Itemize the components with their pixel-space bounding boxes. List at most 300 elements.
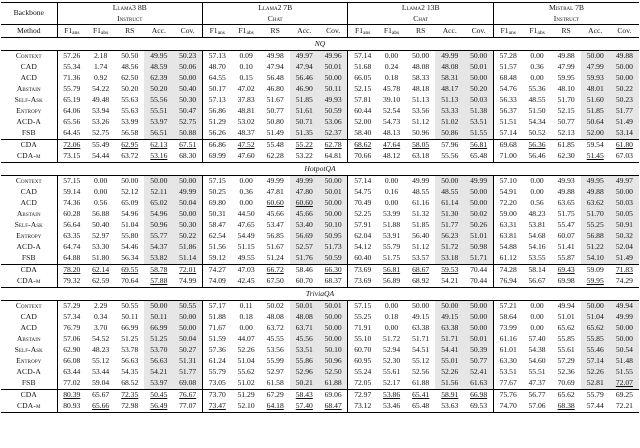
table-cell: 49.96 xyxy=(319,51,348,63)
table-cell: 51.31 xyxy=(173,356,202,367)
table-cell: 54.22 xyxy=(92,84,110,94)
table-cell: 50.64 xyxy=(581,117,610,128)
table-cell: 57.14 xyxy=(348,51,377,63)
table-cell: 55.34 xyxy=(57,62,86,73)
table-cell: 57.13 xyxy=(202,95,231,106)
table-cell: 53.40 xyxy=(290,220,319,231)
table-cell: 52.26 xyxy=(581,367,610,378)
table-cell: 52.12 xyxy=(121,187,139,197)
table-row xyxy=(1,95,639,106)
table-cell: 57.36 xyxy=(202,345,231,356)
table-cell: 48.01 xyxy=(581,84,610,95)
table-cell: 61.88 xyxy=(412,378,430,388)
metric-header: $F1_{ans}$ xyxy=(493,25,522,38)
table-cell: 51.75 xyxy=(557,209,575,219)
table-cell: 69.99 xyxy=(202,151,231,163)
table-cell: 62.30 xyxy=(557,151,575,161)
table-cell: 57.26 xyxy=(57,51,86,63)
table-cell: 0.18 xyxy=(384,73,399,83)
table-cell: 57.44 xyxy=(581,401,610,413)
table-cell: 55.80 xyxy=(121,231,139,241)
table-cell: 51.51 xyxy=(493,117,522,128)
table-cell: 0.00 xyxy=(93,187,108,197)
table-cell: 49.88 xyxy=(610,51,639,63)
table-row xyxy=(1,84,639,95)
table-cell: 49.94 xyxy=(557,301,575,311)
table-cell: 50.11 xyxy=(319,84,348,95)
table-cell: 51.50 xyxy=(528,106,546,116)
table-cell: 49.98 xyxy=(266,51,284,61)
method-name: ACD xyxy=(20,73,37,83)
table-cell: 50.00 xyxy=(581,301,610,313)
table-cell: 80.93 xyxy=(57,401,86,413)
table-cell: 51.70 xyxy=(581,209,610,220)
table-cell: 50.80 xyxy=(266,117,284,127)
table-cell: 50.59 xyxy=(319,253,348,265)
table-cell: 52.15 xyxy=(348,84,377,95)
table-cell: 42.45 xyxy=(237,276,255,286)
table-cell: 71.36 xyxy=(57,73,86,84)
table-row xyxy=(1,117,639,128)
table-cell: 59.53 xyxy=(435,265,464,277)
table-cell: 49.97 xyxy=(610,176,639,188)
table-cell: 63.18 xyxy=(412,151,430,161)
table-cell: 64.18 xyxy=(261,401,290,413)
table-cell: 49.88 xyxy=(557,187,575,197)
table-cell: 60.07 xyxy=(557,231,575,241)
table-cell: 55.25 xyxy=(581,220,610,231)
table-cell: 50.00 xyxy=(144,301,173,313)
table-cell: 52.56 xyxy=(412,367,430,377)
table-cell: 50.00 xyxy=(610,187,639,198)
table-cell: 51.57 xyxy=(493,62,522,73)
method-name: CDA xyxy=(1,390,57,402)
table-cell: 51.01 xyxy=(557,312,575,322)
table-cell: 59.54 xyxy=(581,140,610,152)
table-row xyxy=(1,106,639,117)
table-cell: 53.47 xyxy=(266,220,284,230)
method-name: Entropy xyxy=(16,106,42,116)
table-cell: 68.38 xyxy=(552,401,581,413)
method-name: FSB xyxy=(21,378,36,388)
table-cell: 0.00 xyxy=(384,198,399,208)
table-cell: 50.30 xyxy=(173,220,202,231)
table-row xyxy=(1,62,639,73)
table-cell: 59.95 xyxy=(557,73,575,83)
table-cell: 53.22 xyxy=(295,151,313,161)
table-cell: 54.51 xyxy=(412,345,430,355)
table-cell: 73.69 xyxy=(348,265,377,277)
table-cell: 50.00 xyxy=(319,323,348,334)
table-cell: 55.22 xyxy=(290,140,319,152)
table-cell: 0.92 xyxy=(93,73,108,83)
table-cell: 0.10 xyxy=(239,62,253,72)
table-cell: 68.47 xyxy=(319,401,348,413)
table-cell: 55.48 xyxy=(261,140,290,152)
table-cell: 53.91 xyxy=(383,231,401,241)
table-cell: 52.26 xyxy=(435,367,464,378)
table-cell: 55.79 xyxy=(202,367,231,378)
table-cell: 72.06 xyxy=(57,140,86,152)
table-cell: 56.67 xyxy=(528,276,546,286)
table-cell: 50.20 xyxy=(464,84,493,95)
table-cell: 74.99 xyxy=(179,276,197,286)
table-row xyxy=(1,242,639,253)
table-cell: 51.35 xyxy=(290,128,319,140)
metric-header-row xyxy=(1,25,639,38)
table-cell: 50.00 xyxy=(435,176,464,188)
table-cell: 66.99 xyxy=(121,323,139,333)
section-title: TriviaQA xyxy=(1,288,639,301)
table-cell: 58.46 xyxy=(290,265,319,277)
model-header-mistral-7b: Mistral 7B Instruct xyxy=(493,3,639,25)
table-cell: 55.25 xyxy=(348,312,377,323)
table-cell: 65.48 xyxy=(406,401,435,413)
table-cell: 50.03 xyxy=(610,198,639,209)
table-cell: 66.86 xyxy=(202,140,231,152)
table-cell: 62.78 xyxy=(319,140,348,152)
section-header-row xyxy=(1,163,639,176)
table-cell: 65.48 xyxy=(470,151,488,161)
method-name: CAD xyxy=(20,187,37,197)
table-cell: 63.44 xyxy=(57,367,86,378)
table-cell: 74.28 xyxy=(493,265,522,277)
table-cell: 55.85 xyxy=(581,334,610,345)
table-cell: 50.04 xyxy=(173,198,202,209)
table-cell: 52.30 xyxy=(383,356,401,366)
table-cell: 48.12 xyxy=(383,151,401,161)
table-cell: 50.00 xyxy=(464,73,493,84)
table-cell: 62.14 xyxy=(86,265,115,277)
table-cell: 50.22 xyxy=(610,84,639,95)
table-cell: 57.28 xyxy=(493,51,522,63)
method-name: CAD xyxy=(20,312,37,322)
method-name: CDA-m xyxy=(1,401,57,413)
table-cell: 47.02 xyxy=(237,84,255,94)
table-cell: 48.17 xyxy=(435,84,464,95)
table-cell: 50.00 xyxy=(464,301,493,313)
table-cell: 50.86 xyxy=(435,128,464,140)
metric-header: Acc. xyxy=(435,25,464,38)
table-cell: 51.85 xyxy=(290,95,319,106)
table-cell: 72.01 xyxy=(173,265,202,277)
table-cell: 55.61 xyxy=(557,345,575,355)
table-cell: 54.21 xyxy=(441,276,459,286)
table-cell: 46.90 xyxy=(290,84,319,95)
table-cell: 61.63 xyxy=(464,378,493,390)
method-name: Abstain xyxy=(16,84,41,94)
table-cell: 56.48 xyxy=(266,73,284,83)
table-cell: 63.72 xyxy=(266,323,284,333)
table-cell: 50.00 xyxy=(412,301,430,311)
table-cell: 48.13 xyxy=(383,128,401,138)
results-body xyxy=(1,38,639,413)
table-cell: 64.55 xyxy=(202,73,231,84)
table-cell: 48.55 xyxy=(528,95,546,105)
backbone-label: Backbone xyxy=(1,3,57,25)
table-cell: 53.57 xyxy=(412,253,430,263)
table-cell: 50.02 xyxy=(464,209,493,220)
table-cell: 0.18 xyxy=(384,312,399,322)
table-cell: 50.10 xyxy=(319,220,348,231)
table-cell: 79.32 xyxy=(57,276,86,288)
table-cell: 50.00 xyxy=(121,176,139,186)
table-cell: 57.81 xyxy=(348,95,377,106)
table-cell: 48.55 xyxy=(435,187,464,198)
table-cell: 51.49 xyxy=(266,128,284,138)
table-cell: 58.43 xyxy=(290,390,319,402)
table-cell: 49.93 xyxy=(319,95,348,106)
table-row xyxy=(1,401,639,413)
table-cell: 54.76 xyxy=(493,84,522,95)
table-cell: 51.70 xyxy=(557,95,575,105)
table-cell: 44.07 xyxy=(237,334,255,344)
table-cell: 47.81 xyxy=(266,187,284,197)
table-cell: 62.04 xyxy=(348,231,377,242)
table-row xyxy=(1,265,639,277)
table-cell: 70.66 xyxy=(348,151,377,163)
table-cell: 58.33 xyxy=(412,73,430,83)
table-cell: 65.56 xyxy=(57,117,86,128)
table-cell: 61.12 xyxy=(493,253,522,265)
table-cell: 67.29 xyxy=(261,390,290,402)
table-cell: 50.96 xyxy=(412,128,430,138)
table-row xyxy=(1,198,639,209)
table-cell: 68.92 xyxy=(412,276,430,286)
table-cell: 65.09 xyxy=(121,198,139,208)
table-cell: 63.81 xyxy=(493,231,522,242)
table-cell: 61.58 xyxy=(266,378,284,388)
table-cell: 0.24 xyxy=(384,62,399,72)
table-cell: 50.00 xyxy=(319,73,348,84)
table-cell: 49.97 xyxy=(290,51,319,63)
table-cell: 50.54 xyxy=(610,345,639,356)
table-cell: 53.70 xyxy=(144,345,173,356)
table-cell: 57.96 xyxy=(435,140,464,152)
table-cell: 47.37 xyxy=(528,378,546,388)
table-cell: 51.67 xyxy=(266,95,284,105)
table-cell: 62.54 xyxy=(202,231,231,242)
table-cell: 52.25 xyxy=(348,209,377,220)
table-cell: 55.77 xyxy=(144,231,173,242)
table-cell: 50.01 xyxy=(319,187,348,198)
table-cell: 49.99 xyxy=(464,176,493,188)
table-cell: 51.04 xyxy=(237,356,255,366)
table-cell: 51.72 xyxy=(383,334,401,344)
table-cell: 51.29 xyxy=(232,390,261,402)
table-row xyxy=(1,51,639,63)
table-cell: 49.99 xyxy=(173,187,202,198)
table-cell: 55.46 xyxy=(581,345,610,356)
table-cell: 73.12 xyxy=(348,401,377,413)
table-cell: 50.00 xyxy=(610,62,639,73)
table-cell: 0.56 xyxy=(93,198,108,208)
table-cell: 62.39 xyxy=(144,73,173,84)
metric-header: $F1_{abs}$ xyxy=(232,25,261,38)
table-cell: 47.94 xyxy=(266,62,284,72)
table-cell: 50.17 xyxy=(202,84,231,95)
table-cell: 55.49 xyxy=(86,140,115,152)
table-cell: 72.05 xyxy=(348,378,377,390)
table-cell: 53.81 xyxy=(528,220,546,230)
table-cell: 51.12 xyxy=(412,242,430,252)
table-cell: 50.00 xyxy=(464,312,493,323)
table-cell: 59.00 xyxy=(493,209,522,220)
table-cell: 69.43 xyxy=(552,265,581,277)
table-cell: 55.79 xyxy=(581,390,610,402)
table-cell: 52.15 xyxy=(557,106,575,116)
table-cell: 47.03 xyxy=(232,265,261,277)
table-cell: 51.25 xyxy=(121,334,139,344)
table-row xyxy=(1,253,639,265)
table-cell: 50.00 xyxy=(319,334,348,345)
table-cell: 54.49 xyxy=(237,231,255,241)
table-cell: 0.00 xyxy=(239,323,253,333)
table-cell: 67.50 xyxy=(266,276,284,286)
table-cell: 61.80 xyxy=(610,140,639,152)
table-cell: 54.44 xyxy=(92,151,110,161)
table-cell: 51.49 xyxy=(610,117,639,128)
table-cell: 50.45 xyxy=(144,390,173,402)
method-name: Context xyxy=(15,51,42,61)
table-cell: 57.06 xyxy=(57,334,86,345)
method-name: ACD-A xyxy=(16,367,42,377)
table-cell: 48.55 xyxy=(412,187,430,197)
table-cell: 56.81 xyxy=(464,140,493,152)
table-cell: 55.51 xyxy=(144,106,173,117)
table-cell: 66.05 xyxy=(348,73,377,84)
table-cell: 0.00 xyxy=(530,187,544,197)
table-cell: 58.47 xyxy=(202,220,231,231)
table-cell: 51.67 xyxy=(266,242,284,252)
table-cell: 73.99 xyxy=(493,323,522,334)
table-cell: 47.80 xyxy=(290,187,319,198)
table-cell: 50.77 xyxy=(557,117,575,127)
table-cell: 76.79 xyxy=(57,323,86,334)
table-cell: 51.77 xyxy=(173,367,202,378)
table-cell: 51.56 xyxy=(202,242,231,253)
table-cell: 52.75 xyxy=(173,117,202,128)
table-cell: 73.69 xyxy=(348,276,377,288)
table-row xyxy=(1,390,639,402)
table-cell: 50.00 xyxy=(464,198,493,209)
table-cell: 61.14 xyxy=(435,198,464,209)
table-cell: 56.81 xyxy=(377,265,406,277)
table-cell: 0.11 xyxy=(239,301,253,311)
table-cell: 52.94 xyxy=(383,345,401,355)
table-cell: 50.25 xyxy=(202,187,231,198)
table-cell: 0.16 xyxy=(384,187,399,197)
table-cell: 60.60 xyxy=(290,198,319,209)
table-cell: 51.56 xyxy=(435,378,464,390)
table-cell: 65.62 xyxy=(557,323,575,333)
table-cell: 55.56 xyxy=(144,95,173,106)
table-cell: 53.55 xyxy=(528,253,546,263)
table-cell: 51.88 xyxy=(202,312,231,323)
table-cell: 50.01 xyxy=(290,301,319,313)
table-cell: 59.12 xyxy=(202,253,231,265)
table-cell: 53.30 xyxy=(92,242,110,252)
table-cell: 56.63 xyxy=(144,356,173,367)
table-cell: 70.64 xyxy=(121,276,139,286)
method-name: CDA xyxy=(1,265,57,277)
table-cell: 50.00 xyxy=(581,51,610,63)
table-cell: 55.10 xyxy=(348,334,377,345)
table-cell: 50.23 xyxy=(610,95,639,106)
table-cell: 54.60 xyxy=(528,356,546,366)
table-cell: 60.44 xyxy=(348,106,377,117)
table-cell: 50.00 xyxy=(464,51,493,63)
table-cell: 50.01 xyxy=(319,62,348,73)
table-cell: 65.62 xyxy=(581,323,610,334)
table-cell: 63.65 xyxy=(557,198,575,208)
table-cell: 0.15 xyxy=(239,73,253,83)
table-cell: 51.29 xyxy=(202,117,231,128)
table-cell: 62.90 xyxy=(57,345,86,356)
table-cell: 57.14 xyxy=(493,128,522,140)
table-cell: 51.38 xyxy=(464,106,493,117)
table-cell: 45.66 xyxy=(266,209,284,219)
table-cell: 0.00 xyxy=(239,176,253,186)
table-cell: 55.61 xyxy=(383,367,401,377)
table-cell: 62.13 xyxy=(144,140,173,152)
table-cell: 49.88 xyxy=(581,187,610,198)
table-row xyxy=(1,231,639,242)
table-cell: 51.24 xyxy=(266,253,284,263)
table-cell: 50.00 xyxy=(319,312,348,323)
table-cell: 50.11 xyxy=(144,312,173,323)
table-cell: 47.64 xyxy=(377,140,406,152)
table-cell: 60.70 xyxy=(295,276,313,286)
table-cell: 54.41 xyxy=(435,345,464,356)
table-cell: 45.55 xyxy=(266,334,284,344)
table-cell: 78.20 xyxy=(57,265,86,277)
model-header-llama2-7b: Llama2 7B Chat xyxy=(202,3,347,25)
table-cell: 68.37 xyxy=(324,276,342,286)
table-cell: 74.09 xyxy=(202,276,231,288)
table-cell: 55.47 xyxy=(557,220,575,230)
metric-header: RS xyxy=(552,25,581,38)
table-cell: 52.97 xyxy=(266,367,284,377)
table-cell: 0.00 xyxy=(530,301,544,311)
table-cell: 69.80 xyxy=(202,198,231,209)
table-cell: 48.08 xyxy=(412,62,430,72)
table-cell: 57.13 xyxy=(202,51,231,63)
method-name: CDA-m xyxy=(16,276,41,286)
table-cell: 53.51 xyxy=(493,367,522,378)
table-cell: 49.95 xyxy=(581,176,610,188)
table-cell: 68.67 xyxy=(406,265,435,277)
table-cell: 55.36 xyxy=(528,84,546,94)
table-cell: 70.44 xyxy=(464,265,493,277)
table-cell: 54.21 xyxy=(144,367,173,378)
table-cell: 50.50 xyxy=(121,51,139,61)
table-cell: 57.29 xyxy=(57,301,86,313)
table-cell: 54.10 xyxy=(581,253,610,265)
table-cell: 51.71 xyxy=(412,334,430,344)
table-cell: 68.62 xyxy=(348,140,377,152)
table-cell: 56.58 xyxy=(121,128,139,138)
table-row xyxy=(1,151,639,163)
method-name: CDA xyxy=(1,140,57,152)
table-cell: 52.00 xyxy=(581,128,610,140)
table-cell: 69.06 xyxy=(319,390,348,402)
table-cell: 54.34 xyxy=(528,117,546,127)
table-cell: 65.19 xyxy=(57,95,86,106)
table-cell: 51.68 xyxy=(348,62,377,73)
table-cell: 60.28 xyxy=(57,209,86,220)
table-cell: 51.04 xyxy=(581,312,610,323)
